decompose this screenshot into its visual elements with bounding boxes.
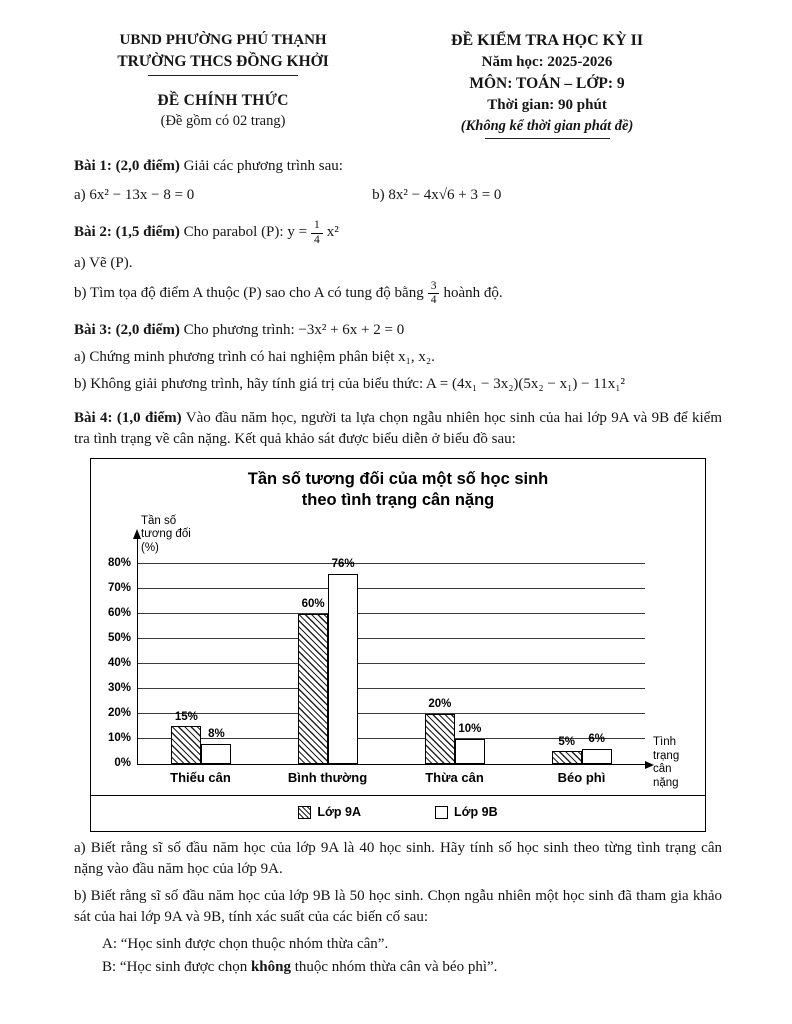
chart-legend bbox=[91, 795, 705, 832]
problem-4-label: Bài 4: (1,0 điểm) bbox=[74, 410, 182, 427]
bar bbox=[328, 574, 358, 764]
legend-label: Lớp 9B bbox=[454, 804, 498, 819]
bar-value-label: 6% bbox=[588, 733, 605, 746]
chart-y-ticks bbox=[91, 539, 137, 770]
problem-2-statement bbox=[74, 219, 722, 246]
y-tick-label: 20% bbox=[107, 707, 131, 720]
chart-category-row bbox=[91, 765, 705, 795]
bar bbox=[455, 739, 485, 764]
chart-y-axis-label: Tần số tương đối (%) bbox=[141, 514, 191, 555]
problem-3-intro: Cho phương trình: −3x² + 6x + 2 = 0 bbox=[183, 322, 405, 339]
bar-group-3 bbox=[392, 539, 519, 764]
legend-label: Lớp 9A bbox=[317, 804, 361, 819]
equation-1a: a) 6x² − 13x − 8 = 0 bbox=[74, 187, 195, 204]
problem-1-statement bbox=[74, 156, 722, 177]
bar-value-label: 60% bbox=[301, 598, 325, 611]
duration-note: (Không kể thời gian phát đề) bbox=[460, 118, 634, 135]
problem-2-intro: Cho parabol bbox=[183, 224, 258, 241]
problem-4 bbox=[74, 408, 722, 450]
chart-title-line2: theo tình trạng cân nặng bbox=[301, 490, 495, 509]
question-4b: b) Biết rằng sĩ số đầu năm học của lớp 9B là 50 học sinh. Chọn ngẫu nhiên một học sinh đã tham gia khảo sát của hai lớp 9A và 9B, tính xác suất của các biến cố sau: bbox=[74, 888, 722, 926]
bar-group-1 bbox=[138, 539, 265, 764]
bar-with-label bbox=[171, 709, 201, 764]
duration: Thời gian: 90 phút bbox=[487, 97, 607, 114]
y-tick-label: 70% bbox=[107, 582, 131, 595]
school-year: Năm học: 2025-2026 bbox=[481, 54, 613, 71]
problem-3-label: Bài 3: (2,0 điểm) bbox=[74, 322, 180, 339]
problem-3a: a) Chứng minh phương trình có hai nghiệm phân biệt x₁, x₂. bbox=[74, 349, 435, 366]
bar-with-label bbox=[201, 726, 231, 763]
problem-2 bbox=[74, 219, 722, 307]
category-label: Béo phì bbox=[557, 769, 606, 785]
page-count-note: (Đề gồm có 02 trang) bbox=[160, 113, 286, 130]
bar-group-2 bbox=[265, 539, 392, 764]
chart-categories bbox=[137, 765, 645, 795]
bar bbox=[552, 751, 582, 764]
y-tick-label: 40% bbox=[107, 657, 131, 670]
chart-title bbox=[91, 459, 705, 512]
bar bbox=[298, 614, 328, 764]
equation-1b: b) 8x² − 4x√6 + 3 = 0 bbox=[372, 187, 502, 204]
legend-swatch-icon bbox=[435, 806, 448, 819]
category-label: Thừa cân bbox=[425, 769, 484, 785]
exam-type-label: ĐỀ CHÍNH THỨC bbox=[157, 91, 289, 109]
y-tick-label: 80% bbox=[107, 557, 131, 570]
header-left-block bbox=[74, 30, 372, 143]
bar-group-4 bbox=[518, 539, 645, 764]
event-A: A: “Học sinh được chọn thuộc nhóm thừa cân”. bbox=[102, 936, 389, 953]
bar-value-label: 15% bbox=[174, 710, 198, 723]
exam-header bbox=[74, 30, 722, 143]
fraction-one-quarter: $\frac{1}{4}$ bbox=[311, 219, 323, 246]
bar bbox=[582, 749, 612, 764]
bar-with-label bbox=[425, 696, 455, 763]
subject-grade: MÔN: TOÁN – LỚP: 9 bbox=[469, 75, 625, 93]
y-tick-label: 60% bbox=[107, 607, 131, 620]
bar-value-label: 10% bbox=[458, 723, 482, 736]
bar-value-label: 76% bbox=[331, 558, 355, 571]
bar-groups bbox=[138, 539, 645, 764]
category-label: Thiếu cân bbox=[170, 769, 231, 785]
problem-3 bbox=[74, 320, 722, 395]
question-4a: a) Biết rằng sĩ số đầu năm học của lớp 9A là 40 học sinh. Hãy tính số học sinh theo từng tình trạng cân nặng vào đầu năm học của lớp 9A. bbox=[74, 840, 722, 878]
problem-2a: a) Vẽ (P). bbox=[74, 254, 133, 271]
y-axis-arrow-icon bbox=[133, 529, 141, 539]
problem-3-statement bbox=[74, 320, 722, 341]
problem-2-label: Bài 2: (1,5 điểm) bbox=[74, 224, 180, 241]
bar-with-label bbox=[298, 596, 328, 763]
chart-x-axis-label: Tình trạng cân nặng bbox=[653, 736, 680, 789]
problem-4-intro: Vào đầu năm học, người ta lựa chọn ngẫu nhiên học sinh của hai lớp 9A và 9B để kiểm tra tình trạng về cân nặng. Kết quả khảo sát được biểu diễn ở biểu đồ sau: bbox=[74, 410, 722, 448]
parabola-equation-pre: (P): y = bbox=[261, 224, 308, 241]
bar-value-label: 5% bbox=[558, 735, 575, 748]
problem-2b-text: b) Tìm tọa độ điểm A thuộc (P) sao cho A có tung độ bằng bbox=[74, 284, 424, 301]
problem-1 bbox=[74, 156, 722, 206]
problem-2b-text-end: hoành độ. bbox=[443, 284, 503, 301]
bar bbox=[425, 714, 455, 764]
bar-with-label bbox=[582, 731, 612, 763]
bar-value-label: 20% bbox=[428, 698, 452, 711]
problem-3b: b) Không giải phương trình, hãy tính giá trị của biểu thức: A = (4x₁ − 3x₂)(5x₂ − x₁) − 11x₁² bbox=[74, 376, 625, 393]
problem-1-label: Bài 1: (2,0 điểm) bbox=[74, 158, 180, 175]
exam-title: ĐỀ KIỂM TRA HỌC KỲ II bbox=[450, 32, 644, 49]
y-tick-label: 30% bbox=[107, 682, 131, 695]
legend-item bbox=[435, 804, 498, 822]
problem-4-questions bbox=[74, 838, 722, 978]
frequency-bar-chart bbox=[90, 458, 706, 832]
chart-title-line1: Tần số tương đối của một số học sinh bbox=[247, 470, 549, 489]
bar-with-label bbox=[328, 556, 358, 763]
bar bbox=[171, 726, 201, 764]
bar-with-label bbox=[552, 734, 582, 764]
legend-swatch-icon bbox=[298, 806, 311, 819]
problem-1-intro: Giải các phương trình sau: bbox=[183, 158, 343, 175]
header-right-block bbox=[372, 30, 722, 143]
legend-item bbox=[298, 804, 361, 822]
problem-4-statement bbox=[74, 408, 722, 450]
school-name: TRƯỜNG THCS ĐỒNG KHỞI bbox=[117, 53, 329, 70]
y-tick-label: 0% bbox=[114, 757, 131, 770]
header-divider-line bbox=[485, 138, 610, 139]
problem-1-equations bbox=[74, 185, 722, 206]
chart-plot-area bbox=[137, 539, 645, 765]
bar bbox=[201, 744, 231, 764]
fraction-three-quarters: $\frac{3}{4}$ bbox=[428, 280, 440, 307]
event-B: B: “Học sinh được chọn không thuộc nhóm thừa cân và béo phì”. bbox=[102, 959, 498, 976]
header-divider-line bbox=[148, 75, 298, 76]
issuing-authority: UBND PHƯỜNG PHÚ THẠNH bbox=[119, 32, 327, 48]
category-label: Bình thường bbox=[287, 769, 368, 785]
chart-x-label-column bbox=[645, 539, 701, 789]
problem-2b bbox=[74, 280, 722, 307]
y-tick-label: 50% bbox=[107, 632, 131, 645]
bar-value-label: 8% bbox=[208, 728, 225, 741]
y-tick-label: 10% bbox=[107, 732, 131, 745]
bar-with-label bbox=[455, 721, 485, 763]
parabola-equation-post: x² bbox=[326, 224, 339, 241]
